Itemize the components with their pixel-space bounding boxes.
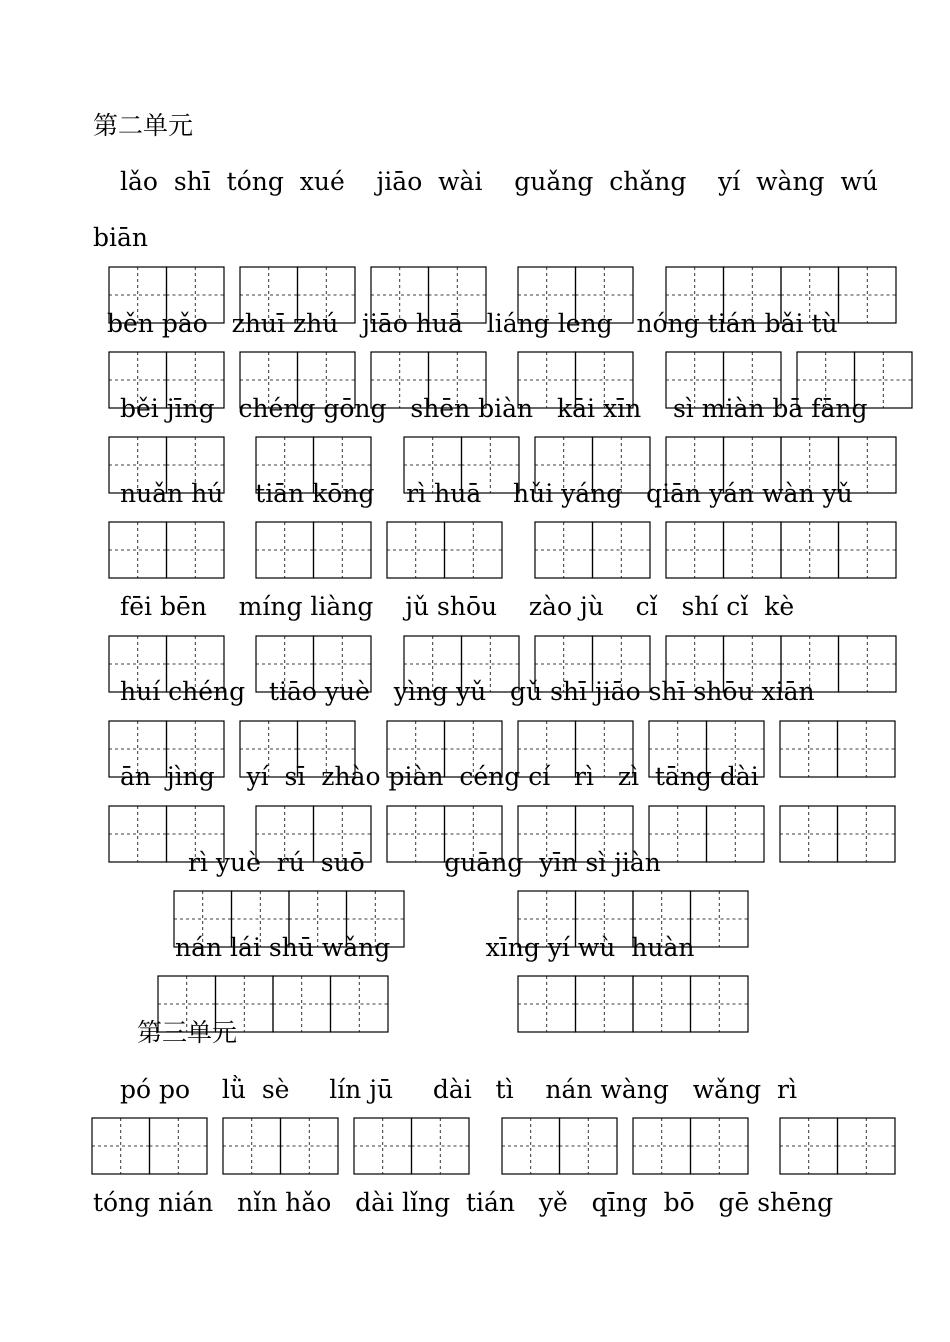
- writing-cell: [707, 806, 765, 862]
- writing-cell: [445, 522, 503, 578]
- pinyin-line-8: rì yuè rú suō guāng yīn sì jiàn: [188, 848, 661, 877]
- writing-box-group: [666, 522, 896, 578]
- writing-box-group: [256, 522, 371, 578]
- writing-cell: [839, 636, 897, 692]
- writing-cell: [256, 522, 314, 578]
- writing-cell: [109, 806, 167, 862]
- writing-cell: [838, 806, 896, 862]
- writing-cell: [387, 522, 445, 578]
- writing-box-group: [354, 1118, 469, 1174]
- pinyin-line-9: nán lái shū wǎng xīng yí wù huàn: [175, 933, 695, 962]
- unit-3-heading: 第三单元: [137, 1018, 238, 1047]
- writing-cell: [780, 806, 838, 862]
- pinyin-line-3: běi jīng chéng gōng shēn biàn kāi xīn sì miàn bā fāng: [120, 394, 868, 423]
- pinyin-line-1: lǎo shī tóng xué jiāo wài guǎng chǎng yí wàng wú: [120, 167, 878, 196]
- writing-cell: [781, 522, 839, 578]
- pinyin-line-1b: biān: [93, 223, 149, 252]
- pinyin-line-10: pó po lǜ sè lín jū dài tì nán wàng wǎng rì: [120, 1075, 797, 1104]
- writing-cell: [780, 721, 838, 777]
- writing-cell: [560, 1118, 618, 1174]
- pinyin-line-11: tóng nián nǐn hǎo dài lǐng tián yě qīng bō gē shēng: [93, 1188, 834, 1217]
- writing-cell: [314, 522, 372, 578]
- writing-cell: [518, 976, 576, 1032]
- writing-box-group: [518, 976, 748, 1032]
- writing-cell: [273, 976, 331, 1032]
- writing-cell: [633, 976, 691, 1032]
- writing-cell: [839, 267, 897, 323]
- writing-cell: [839, 522, 897, 578]
- writing-cell: [724, 522, 782, 578]
- writing-box-group: [780, 806, 895, 862]
- writing-cell: [780, 1118, 838, 1174]
- writing-box-group: [649, 806, 764, 862]
- pinyin-line-7: ān jìng yí sī zhào piàn céng cí rì zì tāng dài: [120, 762, 759, 791]
- writing-cell: [593, 522, 651, 578]
- pinyin-line-4: nuǎn hú tiān kōng rì huā hǔi yáng qiān yán wàn yǔ: [120, 479, 853, 508]
- writing-box-group: [223, 1118, 338, 1174]
- writing-cell: [109, 522, 167, 578]
- writing-box-group: [535, 522, 650, 578]
- writing-box-group: [780, 721, 895, 777]
- writing-cell: [167, 522, 225, 578]
- writing-cell: [354, 1118, 412, 1174]
- writing-cell: [223, 1118, 281, 1174]
- writing-cell: [633, 1118, 691, 1174]
- pinyin-line-2: běn pǎo zhuī zhú jiāo huā liáng leng nóng tián bǎi tù: [107, 309, 838, 338]
- writing-cell: [331, 976, 389, 1032]
- writing-cell: [281, 1118, 339, 1174]
- writing-cell: [92, 1118, 150, 1174]
- writing-cell: [838, 721, 896, 777]
- pinyin-line-5: fēi bēn míng liàng jǔ shōu zào jù cǐ shí cǐ kè: [120, 592, 795, 621]
- writing-cell: [691, 976, 749, 1032]
- pinyin-line-6: huí chéng tiāo yuè yìng yǔ gǔ shī jiāo shī shōu xiān: [120, 677, 815, 706]
- writing-cell: [502, 1118, 560, 1174]
- writing-box-group: [780, 1118, 895, 1174]
- writing-cell: [666, 522, 724, 578]
- writing-cell: [838, 1118, 896, 1174]
- writing-cell: [535, 522, 593, 578]
- writing-cell: [150, 1118, 208, 1174]
- writing-box-group: [387, 522, 502, 578]
- writing-cell: [412, 1118, 470, 1174]
- writing-box-group: [92, 1118, 207, 1174]
- unit-2-heading: 第二单元: [93, 111, 194, 140]
- writing-box-group: [109, 522, 224, 578]
- writing-cell: [691, 891, 749, 947]
- writing-cell: [691, 1118, 749, 1174]
- writing-box-group: [502, 1118, 617, 1174]
- writing-box-group: [633, 1118, 748, 1174]
- writing-cell: [576, 976, 634, 1032]
